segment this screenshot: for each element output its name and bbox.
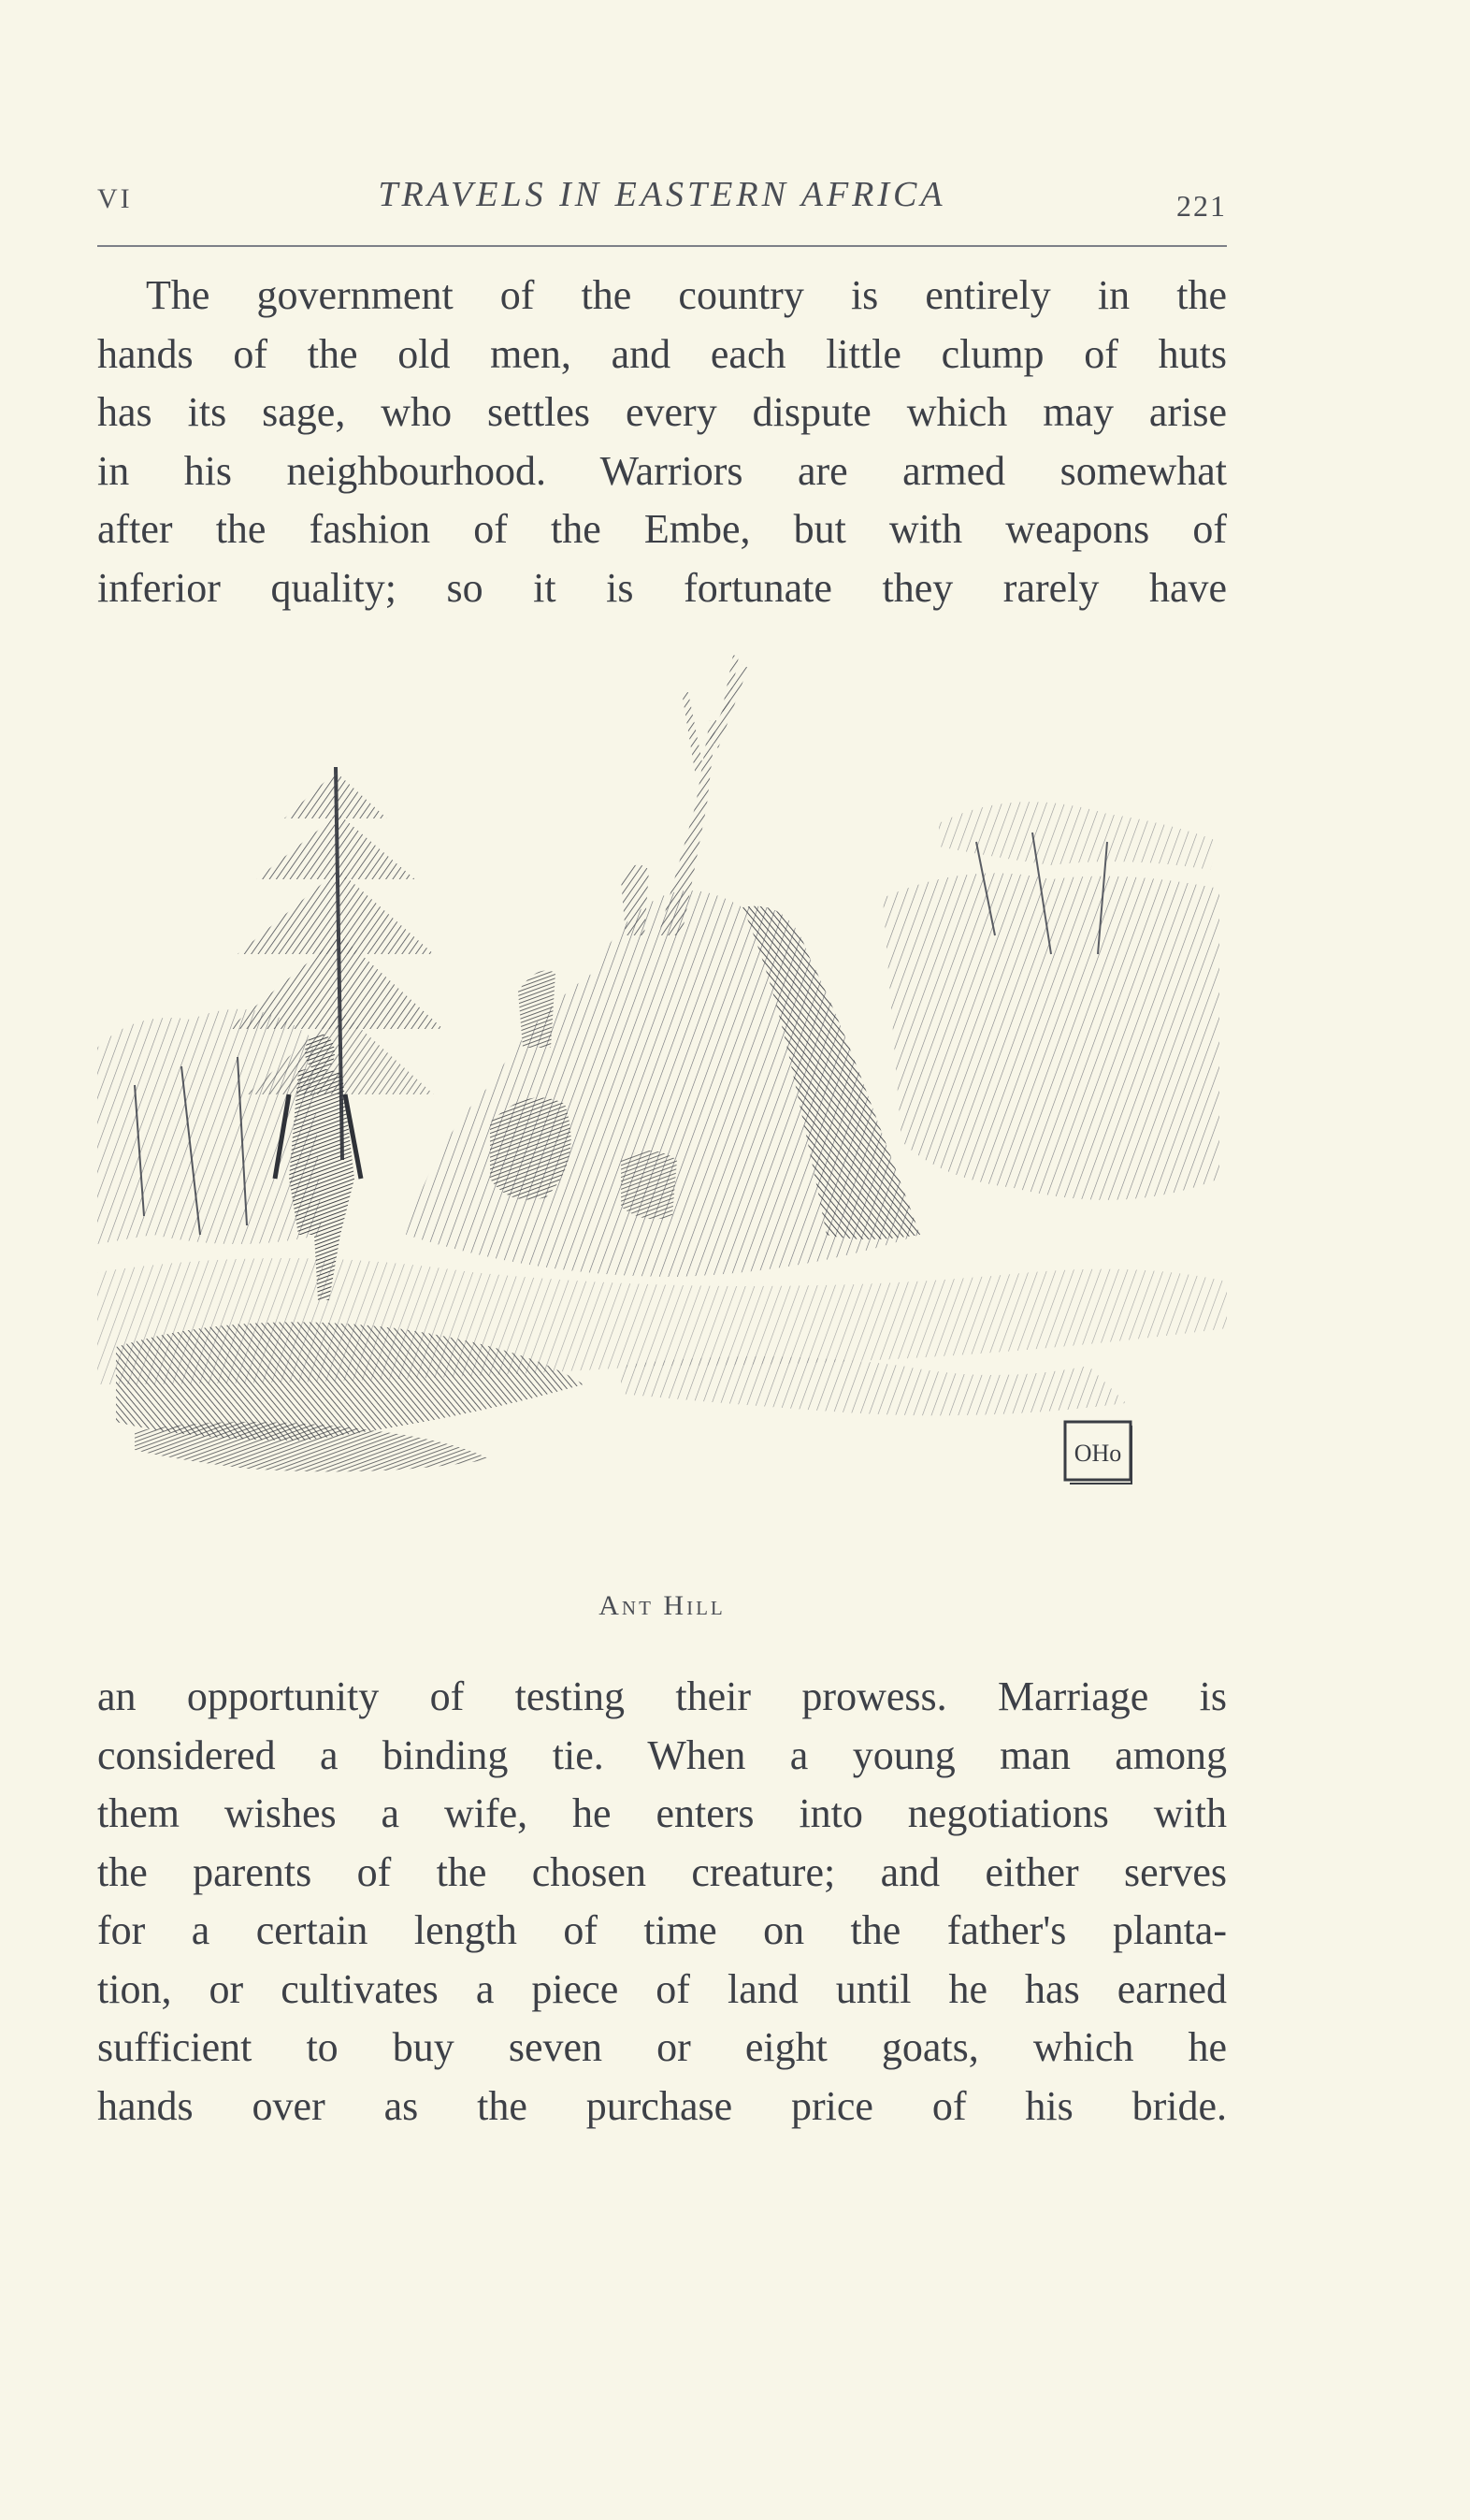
text-line: considered a binding tie. When a young man among	[97, 1731, 1227, 1778]
background-bush-left	[97, 1009, 322, 1244]
text-line: has its sage, who settles every dispute which may arise	[97, 389, 1227, 435]
text-line: hands over as the purchase price of his bride.	[97, 2082, 1227, 2129]
illustration-caption: Ant Hill	[598, 1590, 726, 1621]
ant-hill-engraving	[97, 655, 1227, 1571]
running-title: TRAVELS IN EASTERN AFRICA	[378, 175, 946, 214]
chapter-number: VI	[97, 183, 133, 214]
ant-hill-mound	[406, 864, 920, 1277]
foreground-ground	[97, 1258, 1227, 1471]
running-header	[97, 174, 1227, 221]
paragraph-2	[97, 1668, 1227, 2136]
text-line: for a certain length of time on the father's planta-	[97, 1907, 1227, 1953]
text-line: hands of the old men, and each little clump of huts	[97, 330, 1227, 377]
text-line: sufficient to buy seven or eight goats, which he	[97, 2024, 1227, 2070]
text-line: tion, or cultivates a piece of land until he has earned	[97, 1965, 1227, 2012]
text-line: The government of the country is entirely in the	[146, 272, 1227, 318]
text-line: the parents of the chosen creature; and either serves	[97, 1848, 1227, 1895]
text-line: after the fashion of the Embe, but with weapons of	[97, 506, 1227, 552]
paragraph-1	[97, 267, 1227, 617]
text-line: an opportunity of testing their prowess. Marriage is	[97, 1673, 1227, 1719]
artist-monogram	[1065, 1422, 1131, 1484]
header-rule	[97, 245, 1227, 247]
background-bush-right	[883, 802, 1219, 1200]
page-number: 221	[1176, 189, 1227, 223]
text-line: them wishes a wife, he enters into negotiations with	[97, 1790, 1227, 1836]
text-line: inferior quality; so it is fortunate they rarely have	[97, 564, 1227, 611]
text-line: in his neighbourhood. Warriors are armed somewhat	[97, 447, 1227, 494]
monogram-text: OHo	[1074, 1440, 1122, 1467]
